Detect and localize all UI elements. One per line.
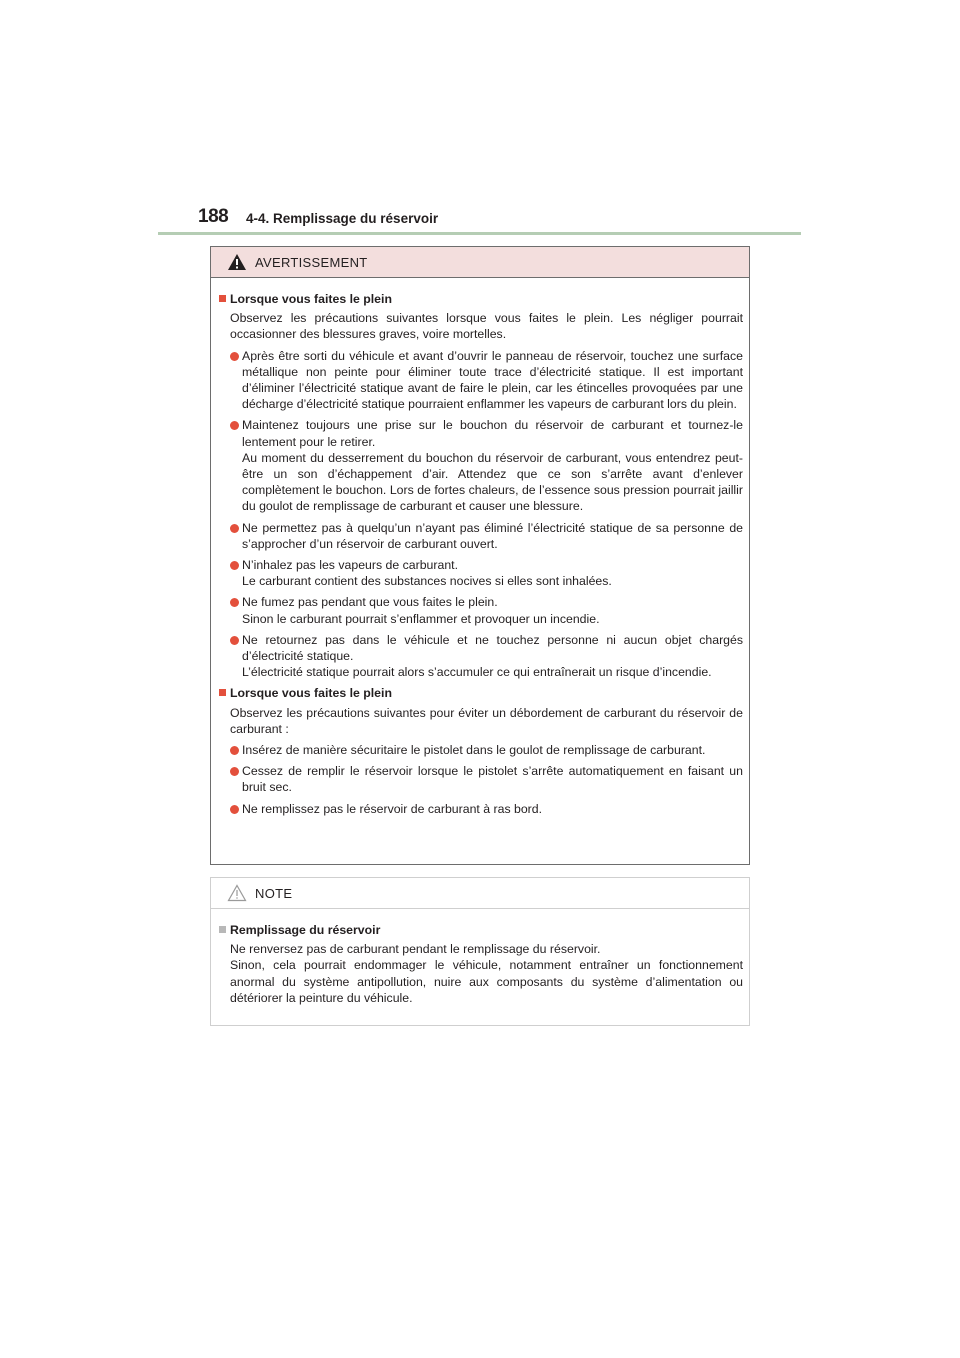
bullet-line: Après être sorti du véhicule et avant d’ouvrir le panneau de réservoir, touchez une surface métallique non peinte pour éliminer toute trace d’électricité statique. Il est important d’éliminer l’électricité statique avant de faire le plein, car les étincelles provoquées par une décharge d’électricité statique pourraient enflammer les vapeurs de carburant lors du plein. bbox=[242, 348, 743, 412]
bullet-item bbox=[219, 801, 743, 817]
bullet-line: L’électricité statique pourrait alors s’accumuler ce qui entraînerait un risque d’incendie. bbox=[242, 665, 712, 680]
note-line: Sinon, cela pourrait endommager le véhicule, notamment entraîner un fonctionnement anormal du système antipollution, nuire aux composants du système d’alimentation ou détériorer la peinture du véhicule. bbox=[230, 958, 743, 1005]
warning-header bbox=[211, 247, 749, 278]
bullet-line: Sinon le carburant pourrait s’enflammer et provoquer un incendie. bbox=[242, 611, 600, 626]
round-bullet-icon bbox=[230, 767, 239, 776]
square-bullet-icon bbox=[219, 295, 226, 302]
section-heading-text: Remplissage du réservoir bbox=[230, 923, 381, 937]
note-header bbox=[211, 878, 749, 909]
square-bullet-icon bbox=[219, 689, 226, 696]
bullet-item bbox=[219, 348, 743, 413]
bullet-line: Cessez de remplir le réservoir lorsque le pistolet s’arrête automatiquement en faisant un bruit sec. bbox=[242, 764, 743, 795]
warning-box bbox=[210, 246, 750, 865]
bullet-item bbox=[219, 632, 743, 681]
note-box bbox=[210, 877, 750, 1026]
section-title: 4-4. Remplissage du réservoir bbox=[246, 211, 439, 226]
section-heading-text: Lorsque vous faites le plein bbox=[230, 292, 392, 306]
round-bullet-icon bbox=[230, 805, 239, 814]
round-bullet-icon bbox=[230, 421, 239, 430]
round-bullet-icon bbox=[230, 524, 239, 533]
bullet-item bbox=[219, 557, 743, 589]
warning-section-heading bbox=[219, 291, 743, 307]
section-intro: Observez les précautions suivantes lorsque vous faites le plein. Les négliger pourrait occasionner des blessures graves, voire mortelles. bbox=[230, 311, 743, 342]
bullet-line: Insérez de manière sécuritaire le pistolet dans le goulot de remplissage de carburant. bbox=[242, 743, 706, 758]
bullet-line: Ne fumez pas pendant que vous faites le plein. bbox=[242, 595, 498, 610]
round-bullet-icon bbox=[230, 352, 239, 361]
bullet-item bbox=[219, 520, 743, 552]
warning-triangle-icon bbox=[227, 253, 247, 271]
warning-title: AVERTISSEMENT bbox=[255, 255, 368, 270]
note-text bbox=[219, 941, 743, 1006]
bullet-item bbox=[219, 742, 743, 758]
round-bullet-icon bbox=[230, 561, 239, 570]
round-bullet-icon bbox=[230, 598, 239, 607]
section-heading-text: Lorsque vous faites le plein bbox=[230, 686, 392, 701]
bullet-line: Ne remplissez pas le réservoir de carburant à ras bord. bbox=[242, 801, 543, 816]
note-title: NOTE bbox=[255, 886, 293, 901]
note-body bbox=[211, 909, 749, 1006]
bullet-item bbox=[219, 763, 743, 795]
bullet-line: Maintenez toujours une prise sur le bouchon du réservoir de carburant et tournez-le lentement pour le retirer. bbox=[242, 418, 743, 449]
square-bullet-icon bbox=[219, 926, 226, 933]
note-line: Ne renversez pas de carburant pendant le remplissage du réservoir. bbox=[230, 942, 601, 957]
bullet-line: Le carburant contient des substances nocives si elles sont inhalées. bbox=[242, 574, 612, 589]
section-intro: Observez les précautions suivantes pour éviter un débordement de carburant du réservoir de carburant : bbox=[230, 705, 743, 736]
page-header bbox=[198, 206, 798, 232]
warning-body bbox=[211, 278, 749, 817]
caution-triangle-icon bbox=[227, 884, 247, 902]
bullet-line: N’inhalez pas les vapeurs de carburant. bbox=[242, 558, 459, 573]
round-bullet-icon bbox=[230, 746, 239, 755]
bullet-line: Ne retournez pas dans le véhicule et ne touchez personne ni aucun objet chargés d’électricité statique. bbox=[242, 632, 743, 664]
bullet-item bbox=[219, 594, 743, 626]
header-rule bbox=[158, 232, 801, 235]
bullet-line: Au moment du desserrement du bouchon du réservoir de carburant, vous entendrez peut-être un son d’échappement d’air. Attendez que ce son s’arrête avant d’enlever complètement le bouchon. Lors de fortes chaleurs, de l’essence sous pression pourrait jaillir du goulot de remplissage de carburant et causer une blessure. bbox=[242, 450, 743, 514]
page-number: 188 bbox=[198, 206, 229, 227]
bullet-item bbox=[219, 417, 743, 514]
warning-section-heading bbox=[219, 685, 743, 701]
bullet-line: Ne permettez pas à quelqu’un n’ayant pas éliminé l’électricité statique de sa personne de s’approcher d’un réservoir de carburant ouvert. bbox=[242, 520, 743, 551]
round-bullet-icon bbox=[230, 636, 239, 645]
note-section-heading bbox=[219, 922, 743, 938]
